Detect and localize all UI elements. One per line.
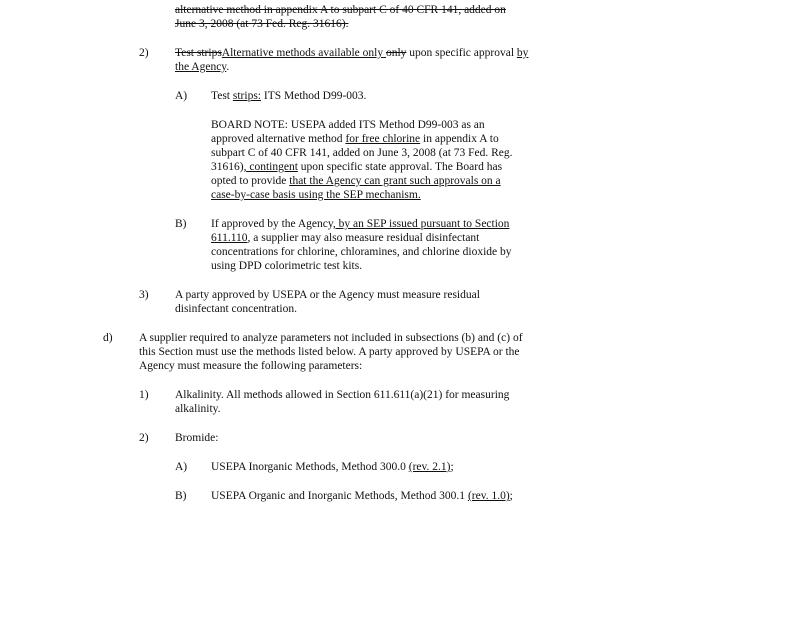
item-label: B) [175,490,187,502]
item-label: 3) [139,289,149,301]
deleted-text: Test strips [175,47,222,59]
item-label: B) [175,218,187,230]
paragraph-line: disinfectant concentration. [175,303,297,315]
body-text: in appendix A to [420,133,499,145]
paragraph-line [211,217,509,231]
deleted-text: June 3, 2008 (at 73 Fed. Reg. 31616). [175,18,349,30]
paragraph-line: concentrations for chlorine, chloramines, and chlorine dioxide by [211,246,512,258]
body-text: , a supplier may also measure residual disinfectant [247,232,480,244]
board-note-line: BOARD NOTE: USEPA added ITS Method D99-003 as an [211,119,485,131]
item-label: A) [175,90,188,102]
inserted-text: case-by-case basis using the SEP mechanism. [211,189,421,201]
paragraph-line [211,460,454,474]
paragraph-line: Agency must measure the following parameters: [139,360,363,372]
paragraph-line [175,46,528,60]
paragraph-line: using DPD colorimetric test kits. [211,260,363,272]
inserted-text: that the Agency can grant such approvals on a [289,175,501,187]
body-text: ; [509,490,513,502]
item-label: 2) [139,47,149,59]
struck-text-line [175,17,348,31]
paragraph-line [211,89,366,103]
body-text: USEPA Inorganic Methods, Method 300.0 [211,461,409,473]
inserted-text: (rev. 1.0) [467,490,510,502]
deleted-text: only [385,47,407,59]
board-note-line [211,174,501,188]
body-text: . [226,61,230,73]
paragraph-line [211,231,479,245]
paragraph-line: Bromide: [175,432,219,444]
inserted-text: , by an SEP issued pursuant to Section [332,218,510,230]
board-note-line [211,160,502,174]
paragraph-line: alkalinity. [175,403,221,415]
inserted-text: strips: [232,90,261,102]
deleted-text: alternative method in appendix A to subpart C of 40 CFR 141, added on [175,4,506,16]
paragraph-line [175,60,229,74]
item-label: 2) [139,432,149,444]
body-text: If approved by the Agency [211,218,333,230]
body-text: USEPA Organic and Inorganic Methods, Method 300.1 [211,490,468,502]
paragraph-line: A supplier required to analyze parameters not included in subsections (b) and (c) of [139,332,523,344]
paragraph-line: this Section must use the methods listed below. A party approved by USEPA or the [139,346,520,358]
body-text: 31616) [211,161,244,173]
paragraph-line [211,489,513,503]
item-label: d) [103,332,113,344]
body-text: Test [211,90,233,102]
body-text: ; [450,461,454,473]
body-text: approved alternative method [211,133,346,145]
board-note-line [211,132,499,146]
board-note-line: subpart C of 40 CFR 141, added on June 3, 2008 (at 73 Fed. Reg. [211,147,513,159]
body-text: upon specific state approval. The Board has [297,161,503,173]
item-label: A) [175,461,188,473]
board-note-line [211,188,421,202]
inserted-text: 611.110 [211,232,248,244]
inserted-text: the Agency [175,61,227,73]
inserted-text: by [516,47,529,59]
paragraph-line: Alkalinity. All methods allowed in Section 611.611(a)(21) for measuring [175,389,510,401]
body-text: ITS Method D99-003. [261,90,367,102]
paragraph-line: A party approved by USEPA or the Agency must measure residual [175,289,480,301]
struck-text-line [175,3,506,17]
inserted-text: for free chlorine [345,133,421,145]
body-text: upon specific approval [406,47,517,59]
inserted-text: Alternative methods available only [221,47,384,59]
inserted-text: (rev. 2.1) [408,461,451,473]
item-label: 1) [139,389,149,401]
inserted-text: , contingent [243,161,298,173]
body-text: opted to provide [211,175,290,187]
